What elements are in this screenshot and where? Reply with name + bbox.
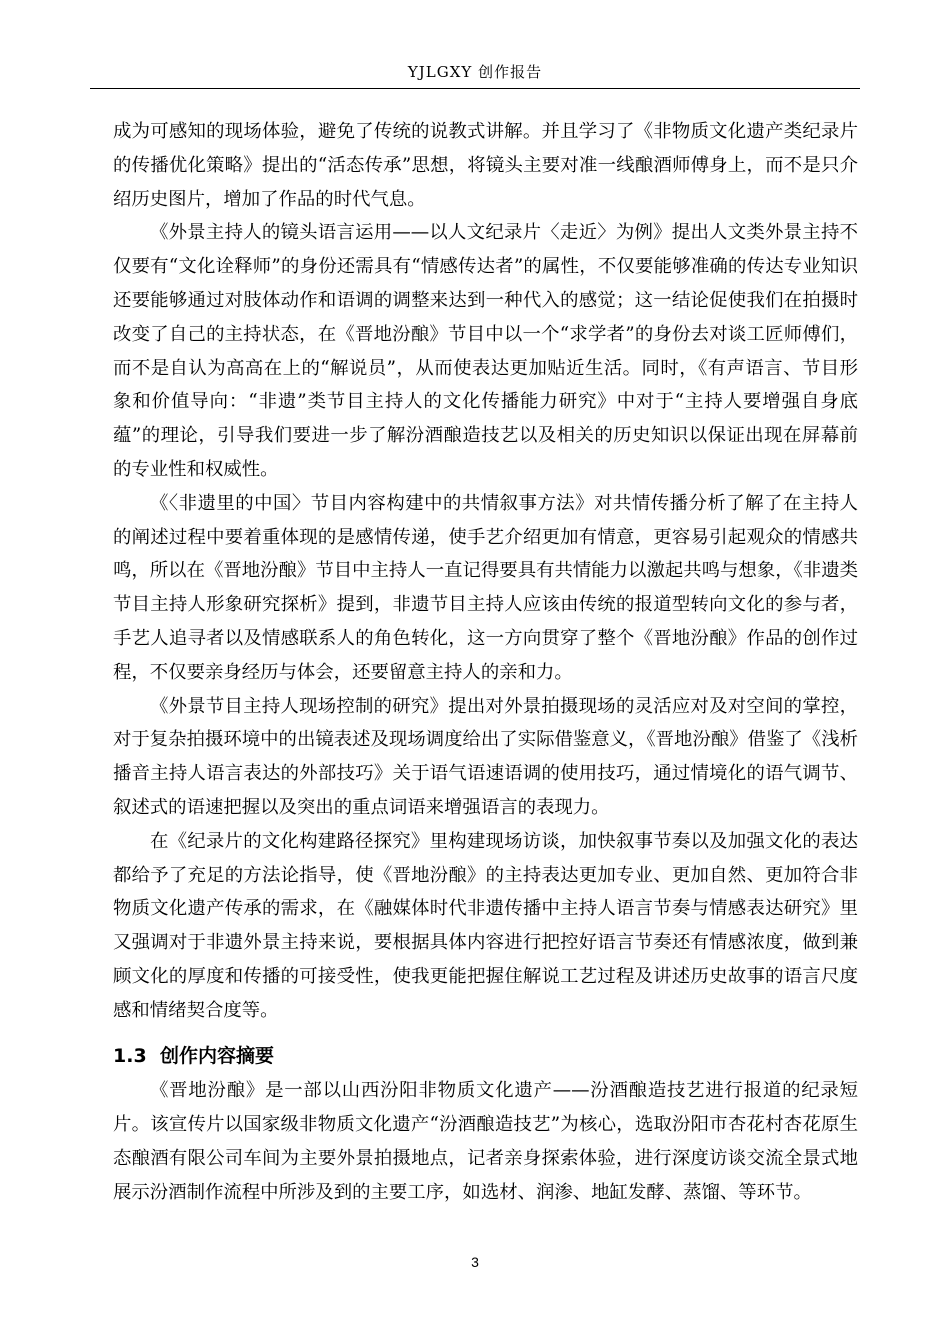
section-title: 创作内容摘要 xyxy=(160,1044,275,1067)
section-spacer xyxy=(113,1028,858,1040)
page-header: YJLGXY 创作报告 xyxy=(407,63,543,81)
document-body xyxy=(113,115,858,1210)
paragraph-field-control: 《外景节目主持人现场控制的研究》提出对外景拍摄现场的灵活应对及对空间的掌控，对于复杂拍摄环境中的出镜表述及现场调度给出了实际借鉴意义，《晋地汾酿》借鉴了《浅析播音主持人语言表达的外部技巧》关于语气语速语调的使用技巧，通过情境化的语气调节、叙述式的语速把握以及突出的重点词语来增强语言的表现力。 xyxy=(113,695,858,818)
paragraph-continuation: 成为可感知的现场体验，避免了传统的说教式讲解。并且学习了《非物质文化遗产类纪录片的传播优化策略》提出的“活态传承”思想，将镜头主要对准一线酿酒师傅身上，而不是只介绍历史图片，增加了作品的时代气息。 xyxy=(113,121,858,210)
page-number: 3 xyxy=(471,1254,479,1270)
paragraph-empathy-narrative: 《〈非遗里的中国〉节目内容构建中的共情叙事方法》对共情传播分析了解了在主持人的阐述过程中要着重体现的是感情传递，使手艺介绍更加有情意，更容易引起观众的情感共鸣，所以在《晋地汾酿》节目中主持人一直记得要具有共情能力以激起共鸣与想象，《非遗类节目主持人形象研究探析》提到，非遗节目主持人应该由传统的报道型转向文化的参与者，手艺人追寻者以及情感联系人的角色转化，这一方向贯穿了整个《晋地汾酿》作品的创作过程，不仅要亲身经历与体会，还要留意主持人的亲和力。 xyxy=(113,492,858,683)
section-heading xyxy=(113,1040,858,1074)
paragraph-host-language: 《外景主持人的镜头语言运用——以人文纪录片〈走近〉为例》提出人文类外景主持不仅要有“文化诠释师”的身份还需具有“情感传达者”的属性，不仅要能够准确的传达专业知识还要能够通过对肢体动作和语调的调整来达到一种代入的感觉；这一结论促使我们在拍摄时改变了自己的主持状态，在《晋地汾酿》节目中以一个“求学者”的身份去对谈工匠师傅们，而不是自认为高高在上的“解说员”，从而使表达更加贴近生活。同时，《有声语言、节目形象和价值导向：“非遗”类节目主持人的文化传播能力研究》中对于“主持人要增强自身底蕴”的理论，引导我们要进一步了解汾酒酿造技艺以及相关的历史知识以保证出现在屏幕前的专业性和权威性。 xyxy=(113,222,858,480)
section-number: 1.3 xyxy=(113,1044,147,1067)
paragraph-documentary-culture: 在《纪录片的文化构建路径探究》里构建现场访谈，加快叙事节奏以及加强文化的表达都给予了充足的方法论指导，使《晋地汾酿》的主持表达更加专业、更加自然、更加符合非物质文化遗产传承的需求，在《融媒体时代非遗传播中主持人语言节奏与情感表达研究》里又强调对于非遗外景主持来说，要根据具体内容进行把控好语言节奏还有情感浓度，做到兼顾文化的厚度和传播的可接受性，使我更能把握住解说工艺过程及讲述历史故事的语言尺度感和情绪契合度等。 xyxy=(113,830,858,1021)
paragraph-summary: 《晋地汾酿》是一部以山西汾阳非物质文化遗产——汾酒酿造技艺进行报道的纪录短片。该宣传片以国家级非物质文化遗产“汾酒酿造技艺”为核心，选取汾阳市杏花村杏花原生态酿酒有限公司车间为主要外景拍摄地点，记者亲身探索体验，进行深度访谈交流全景式地展示汾酒制作流程中所涉及到的主要工序，如选材、润渗、地缸发酵、蒸馏、等环节。 xyxy=(113,1080,858,1203)
header-divider xyxy=(90,88,860,89)
